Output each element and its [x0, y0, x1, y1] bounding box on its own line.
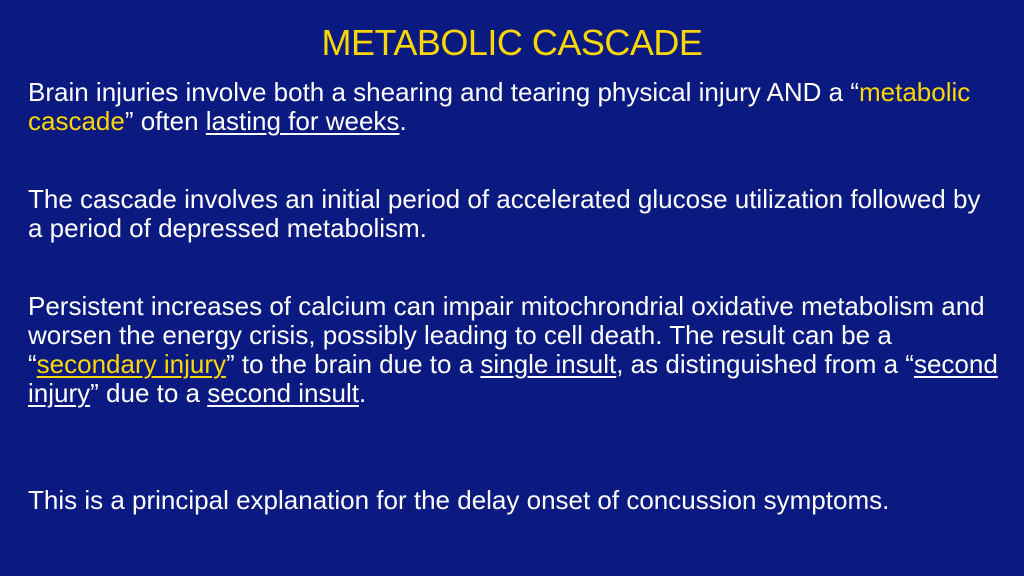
p3-text-a: Persistent increases of calcium can impair mitochrondrial oxidative metabolism and worsen the energy crisis, possibly leading to cell death. The result can be a “ [28, 291, 985, 379]
p4-text: This is a principal explanation for the delay onset of concussion symptoms. [28, 485, 890, 515]
p3-text-c: , as distinguished from a “ [616, 349, 914, 379]
p1-text-c: . [399, 106, 407, 136]
p1-text-a: Brain injuries involve both a shearing and tearing physical injury AND a “ [28, 77, 859, 107]
p1-text-b: ” often [124, 106, 206, 136]
second-insult-underline: second insult [207, 378, 359, 408]
paragraph-calcium [28, 292, 1000, 408]
paragraph-brain-injuries [28, 78, 1000, 136]
second-injury-underline: second injury [28, 349, 998, 408]
p3-text-d: ” due to a [90, 378, 208, 408]
metabolic-cascade-highlight: metabolic cascade [28, 77, 971, 136]
lasting-for-weeks-underline: lasting for weeks [205, 106, 400, 136]
paragraph-cascade-glucose [28, 185, 1000, 243]
p3-text-b: ” to the brain due to a [225, 349, 481, 379]
single-insult-underline: single insult [480, 349, 617, 379]
p2-text: The cascade involves an initial period of accelerated glucose utilization followed by a period of depressed metabolism. [28, 184, 981, 243]
secondary-injury-link[interactable]: secondary injury [36, 349, 226, 379]
paragraph-principal-explanation [28, 486, 1000, 515]
slide-title: METABOLIC CASCADE [321, 22, 703, 63]
p3-text-e: . [358, 378, 367, 408]
